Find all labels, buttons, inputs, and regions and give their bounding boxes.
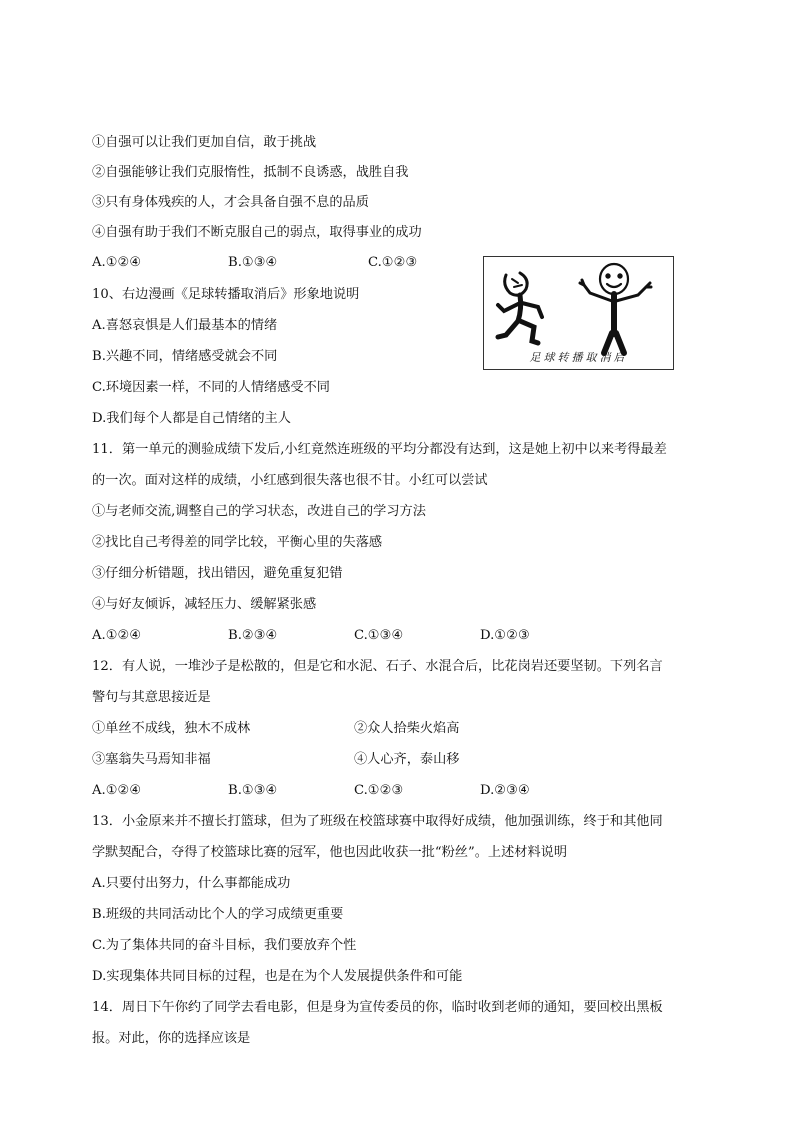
q9-option-a: A.①②④: [92, 255, 142, 270]
q11-option-c: C.①③④: [354, 628, 404, 643]
q12-item-2: ②众人拾柴火焰高: [354, 721, 460, 736]
q10-choice-d: D.我们每个人都是自己情绪的主人: [92, 411, 291, 426]
q14-stem-line-1: 14．周日下午你约了同学去看电影，但是身为宣传委员的你，临时收到老师的通知，要回校出黑板: [92, 1000, 663, 1015]
q12-option-d: D.②③④: [480, 783, 530, 798]
q9-item-4: ④自强有助于我们不断克服自己的弱点，取得事业的成功: [92, 225, 422, 240]
q9-item-2: ②自强能够让我们克服惰性，抵制不良诱惑，战胜自我: [92, 165, 409, 180]
q12-option-c: C.①②③: [354, 783, 404, 798]
q12-option-b: B.①③④: [228, 783, 278, 798]
q13-choice-b: B.班级的共同活动比个人的学习成绩更重要: [92, 907, 344, 922]
q9-option-c: C.①②③: [368, 255, 418, 270]
q11-option-b: B.②③④: [228, 628, 278, 643]
q11-item-1: ①与老师交流,调整自己的学习状态，改进自己的学习方法: [92, 504, 426, 519]
q10-choice-b: B.兴趣不同，情绪感受就会不同: [92, 349, 278, 364]
q12-item-3: ③塞翁失马焉知非福: [92, 752, 211, 767]
q13-stem-line-2: 学默契配合，夺得了校篮球比赛的冠军，他也因此收获一批“粉丝”。上述材料说明: [92, 845, 568, 860]
comic-illustration: [483, 256, 674, 370]
q12-item-4: ④人心齐，泰山移: [354, 752, 460, 767]
q13-choice-d: D.实现集体共同目标的过程，也是在为个人发展提供条件和可能: [92, 969, 463, 984]
q10-choice-a: A.喜怒哀惧是人们最基本的情绪: [92, 318, 278, 333]
q11-item-3: ③仔细分析错题，找出错因，避免重复犯错: [92, 566, 343, 581]
q12-stem-line-2: 警句与其意思接近是: [92, 690, 211, 705]
q11-item-2: ②找比自己考得差的同学比较，平衡心里的失落感: [92, 535, 383, 550]
q13-stem-line-1: 13．小金原来并不擅长打篮球，但为了班级在校篮球赛中取得好成绩，他加强训练，终于和其他同: [92, 814, 663, 829]
q11-option-a: A.①②④: [92, 628, 142, 643]
q14-stem-line-2: 报。对此，你的选择应该是: [92, 1031, 251, 1046]
q11-item-4: ④与好友倾诉，减轻压力、缓解紧张感: [92, 597, 317, 612]
q12-stem-line-1: 12．有人说，一堆沙子是松散的，但是它和水泥、石子、水混合后，比花岗岩还要坚韧。下列名言: [92, 659, 663, 674]
q11-stem-line-1: 11．第一单元的测验成绩下发后,小红竟然连班级的平均分都没有达到，这是她上初中以来考得最差: [92, 442, 667, 457]
q9-option-b: B.①③④: [228, 255, 278, 270]
q11-option-d: D.①②③: [480, 628, 530, 643]
q12-option-a: A.①②④: [92, 783, 142, 798]
q9-item-1: ①自强可以让我们更加自信，敢于挑战: [92, 135, 317, 150]
q13-choice-c: C.为了集体共同的奋斗目标，我们要放弃个性: [92, 938, 357, 953]
q10-choice-c: C.环境因素一样，不同的人情绪感受不同: [92, 380, 330, 395]
q10-stem: 10、右边漫画《足球转播取消后》形象地说明: [92, 287, 360, 302]
q9-item-3: ③只有身体残疾的人，才会具备自强不息的品质: [92, 195, 369, 210]
q11-stem-line-2: 的一次。面对这样的成绩，小红感到很失落也很不甘。小红可以尝试: [92, 473, 488, 488]
comic-caption: 足球转播取消后: [529, 351, 628, 364]
q12-item-1: ①单丝不成线，独木不成林: [92, 721, 251, 736]
q13-choice-a: A.只要付出努力，什么事都能成功: [92, 876, 291, 891]
